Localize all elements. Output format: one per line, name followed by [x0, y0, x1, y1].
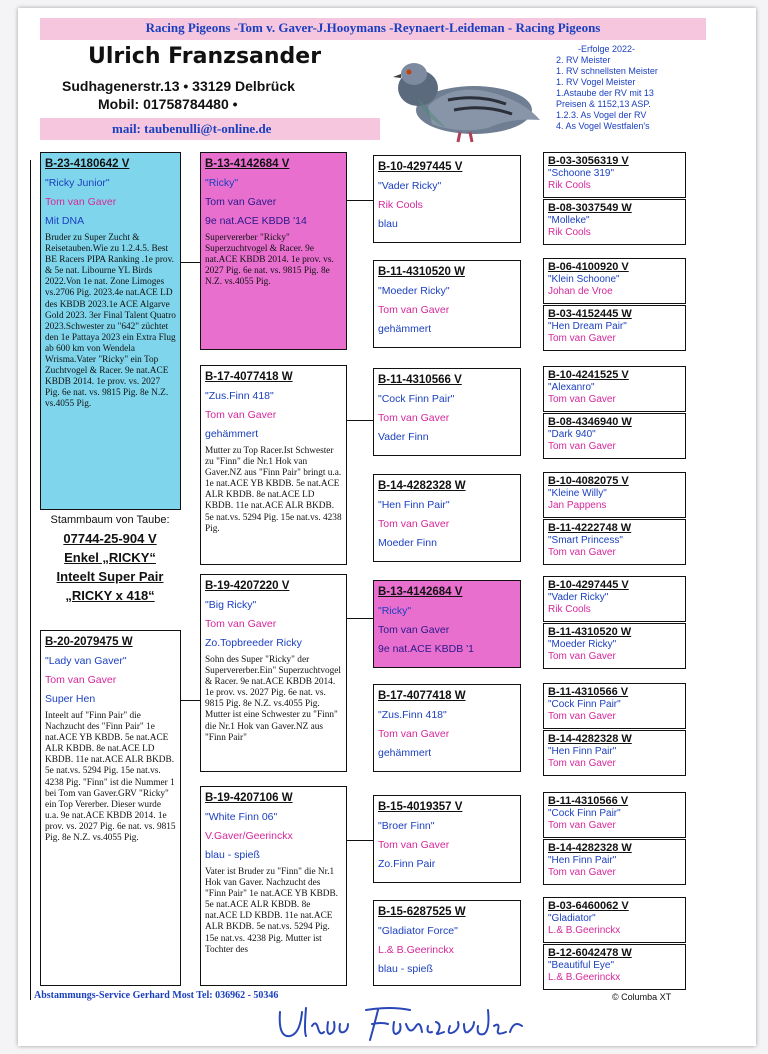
breeder: Tom van Gaver — [548, 394, 616, 405]
pigeon-color: Zo.Finn Pair — [378, 858, 436, 870]
achievement-item: 1.Astaube der RV mit 13 — [556, 88, 654, 98]
ring-number: B-13-4142684 V — [378, 586, 463, 598]
pigeon-name: "Hen Finn Pair" — [548, 746, 617, 757]
breeder: Tom van Gaver — [378, 518, 450, 530]
pigeon-name: "Ricky" — [378, 605, 412, 617]
pigeon-card-g4[interactable] — [543, 366, 686, 412]
ring-number: B-12-6042478 W — [548, 947, 632, 959]
breeder: Tom van Gaver — [378, 624, 450, 636]
pigeon-card-g4[interactable] — [543, 472, 686, 518]
pigeon-card-g4[interactable] — [543, 413, 686, 459]
achievement-item: 1.2.3. As Vogel der RV — [556, 110, 647, 120]
pigeon-color: Super Hen — [45, 693, 96, 705]
pigeon-name: "Alexanro" — [548, 382, 595, 393]
breeder: L.& B.Geerinckx — [548, 925, 621, 936]
pigeon-card-g3[interactable] — [373, 260, 521, 348]
achievements-title: -Erfolge 2022- — [578, 44, 636, 54]
subject-tag-1: Enkel „RICKY“ — [64, 550, 156, 565]
pigeon-color: blau - spieß — [378, 963, 433, 975]
pigeon-name: "Hen Finn Pair" — [548, 855, 617, 866]
pigeon-name: "Ricky Junior" — [45, 177, 110, 189]
breeder: Tom van Gaver — [205, 618, 277, 630]
pigeon-color: gehämmert — [378, 747, 432, 759]
pigeon-description: Mutter zu Top Racer.Ist Schwester zu "Finn" die Nr.1 Hok van Gaver.NZ aus "Finn Pair" bringt u.a. 1e nat.ACE YB KBDB. 5e nat.ACE ALR KBDB. 8e nat.ACE LD KBDB. 11e nat.ACE ALR BKDB. 5e nat.vs. 5294 Pig. 15e nat.vs. 4238 Pig. — [205, 446, 342, 534]
pigeon-card-g4[interactable] — [543, 152, 686, 198]
subject-pigeon-label — [40, 514, 180, 603]
owner-mobile: Mobil: 01758784480 • — [98, 96, 238, 112]
connector-line — [347, 840, 373, 841]
pigeon-name: "Schoone 319" — [548, 168, 615, 179]
ring-number: B-10-4297445 V — [548, 579, 629, 591]
pigeon-card-g4[interactable] — [543, 683, 686, 729]
pigeon-name: "Klein Schoone" — [548, 274, 620, 285]
breeder: Tom van Gaver — [548, 333, 616, 344]
pigeon-card-g4[interactable] — [543, 623, 686, 669]
pigeon-name: "Cock Finn Pair" — [378, 393, 455, 405]
breeder: V.Gaver/Geerinckx — [205, 830, 293, 842]
ring-number: B-10-4241525 V — [548, 369, 629, 381]
pigeon-name: "Gladiator" — [548, 913, 596, 924]
pigeon-color: blau — [378, 218, 398, 230]
pigeon-card-g3[interactable] — [373, 795, 521, 883]
ring-number: B-13-4142684 V — [205, 158, 290, 170]
ring-number: B-08-4346940 W — [548, 416, 632, 428]
pigeon-name: "Beautiful Eye" — [548, 960, 615, 971]
pigeon-name: "Zus.Finn 418" — [205, 390, 274, 402]
subject-tag-3: „RICKY x 418“ — [65, 588, 155, 603]
breeder: Johan de Vroe — [548, 286, 613, 297]
pigeon-card-mother[interactable] — [40, 630, 181, 986]
breeder: Tom van Gaver — [548, 758, 616, 769]
pigeon-description: Supervererber "Ricky" Superzuchtvogel & Racer. 9e nat.ACE KBDB 2014. 1e prov. vs. 2027 Pig. 6e nat. vs. 9815 Pig. 8e N.Z. vs.4055 Pig. — [205, 233, 334, 288]
header-banner: Racing Pigeons -Tom v. Gaver-J.Hooymans -Reynaert-Leideman - Racing Pigeons — [145, 20, 601, 35]
pigeon-card-g3[interactable] — [373, 900, 521, 986]
ring-number: B-03-6460062 V — [548, 900, 629, 912]
ring-number: B-15-4019357 V — [378, 801, 463, 813]
ring-number: B-11-4310566 V — [548, 795, 629, 807]
pigeon-card-g4[interactable] — [543, 897, 686, 943]
handwritten-signature — [270, 1002, 570, 1048]
breeder: Tom van Gaver — [378, 839, 450, 851]
pigeon-name: "Big Ricky" — [205, 599, 257, 611]
breeder: Rik Cools — [378, 199, 423, 211]
ring-number: B-19-4207106 W — [205, 792, 293, 804]
connector-line — [181, 700, 200, 701]
copyright: © Columba XT — [612, 992, 672, 1002]
breeder: Tom van Gaver — [548, 547, 616, 558]
breeder: Tom van Gaver — [548, 867, 616, 878]
pigeon-card-g4[interactable] — [543, 839, 686, 885]
connector-line — [347, 200, 373, 201]
ring-number: B-17-4077418 W — [205, 371, 293, 383]
pigeon-card-mf[interactable] — [200, 574, 347, 772]
ring-number: B-19-4207220 V — [205, 580, 290, 592]
pigeon-name: "Moeder Ricky" — [548, 639, 617, 650]
ring-number: B-17-4077418 W — [378, 690, 466, 702]
pigeon-color: Mit DNA — [45, 215, 85, 227]
achievement-item: Preisen & 1152,13 ASP. — [556, 99, 651, 109]
pigeon-name: "Kleine Willy" — [548, 488, 607, 499]
pigeon-color: blau - spieß — [205, 849, 260, 861]
stammbaum-label: Stammbaum von Taube: — [50, 514, 170, 526]
achievement-item: 1. RV Vogel Meister — [556, 77, 636, 87]
pigeon-color: Zo.Topbreeder Ricky — [205, 637, 302, 649]
achievement-item: 1. RV schnellsten Meister — [556, 66, 658, 76]
pigeon-name: "Vader Ricky" — [378, 180, 442, 192]
pigeon-card-g3[interactable] — [373, 474, 521, 562]
subject-tag-2: Inteelt Super Pair — [56, 569, 164, 584]
connector-line — [30, 160, 31, 580]
pigeon-name: "Vader Ricky" — [548, 592, 609, 603]
pigeon-card-g4[interactable] — [543, 258, 686, 304]
breeder: Rik Cools — [548, 227, 591, 238]
achievements-list — [556, 44, 686, 132]
pigeon-name: "Cock Finn Pair" — [548, 808, 621, 819]
breeder: Tom van Gaver — [205, 409, 277, 421]
ring-number: B-14-4282328 W — [548, 733, 632, 745]
pigeon-description: Inteelt auf "Finn Pair" die Nachzucht des "Finn Pair" 1e nat.ACE YB KBDB. 5e nat.ACE ALR KBDB. 8e nat.ACE LD KBDB. 11e nat.ACE ALR BKDB. 5e nat.vs. 5294 Pig. 15e nat.vs. 4238 Pig. "Finn" ist die Nummer 1 bei Tom van Gaver.GRV "Ricky" ein Top Vererber. Dieser wurde u.a. 9e nat.ACE KBDB 2014. 1e prov. vs. 2027 Pig. 6e nat. vs. 9815 Pig. 8e N.Z. vs.4055 Pig. — [45, 711, 176, 844]
pigeon-name: "White Finn 06" — [205, 811, 278, 823]
breeder: Tom van Gaver — [378, 304, 450, 316]
ring-number: B-03-3056319 V — [548, 155, 629, 167]
pigeon-card-g3[interactable] — [373, 155, 521, 243]
breeder: Tom van Gaver — [205, 196, 277, 208]
ring-number: B-10-4082075 V — [548, 475, 629, 487]
pigeon-color: gehämmert — [378, 323, 432, 335]
owner-email[interactable]: mail: taubenulli@t-online.de — [112, 121, 272, 136]
pigeon-name: "Dark 940" — [548, 429, 596, 440]
pigeon-name: "Smart Princess" — [548, 535, 623, 546]
pigeon-card-mm[interactable] — [200, 786, 347, 986]
pigeon-description: Vater ist Bruder zu "Finn" die Nr.1 Hok van Gaver. Nachzucht des "Finn Pair" 1e nat.ACE YB KBDB. 5e nat.ACE ALR KBDB. 8e nat.ACE LD KBDB. 11e nat.ACE ALR BKDB. 5e nat.vs. 5294 Pig. 15e nat.vs. 4238 Pig. Mutter ist Tochter des — [205, 867, 339, 955]
pigeon-color: 9e nat.ACE KBDB '1 — [378, 643, 474, 655]
pigeon-card-g3[interactable] — [373, 580, 521, 668]
breeder: Rik Cools — [548, 180, 591, 191]
achievement-item: 2. RV Meister — [556, 55, 611, 65]
pigeon-card-father[interactable] — [40, 152, 181, 510]
pigeon-card-g4[interactable] — [543, 944, 686, 990]
ring-number: B-10-4297445 V — [378, 161, 463, 173]
breeder: Tom van Gaver — [548, 711, 616, 722]
pigeon-name: "Lady van Gaver" — [45, 655, 127, 667]
ring-number: B-03-4152445 W — [548, 308, 632, 320]
ring-number: B-11-4310566 V — [548, 686, 629, 698]
pigeon-name: "Broer Finn" — [378, 820, 435, 832]
pigeon-description: Bruder zu Super Zucht & Reisetauben.Wie zu 1.2.4.5. Best BE Racers PIPA Ranking .1e prov. & 5e nat. Libourne YL Birds 2022.Von 1e nat. Zone Limoges vs.2706 Pig. 2023.4e nat.ACE LD des KBDB 2023.1e ACE Algarve Gold 2023. 3er Final Talent Quatro 2023.Schwester zu "642" züchtet den 1e Pattaya 2023 ein Extra Flug ab 600 km von Wendela Wrisma.Vater "Ricky" ein Top Zuchtvogel & Racer. 9e nat.ACE KBDB 2014. 1e prov. vs. 2027 Pig. 6e nat. vs. 9815 Pig. 8e N.Z. vs.4055 Pig. — [45, 233, 176, 410]
breeder: Tom van Gaver — [548, 651, 616, 662]
connector-line — [347, 420, 373, 421]
breeder: Tom van Gaver — [378, 412, 450, 424]
pigeon-color: Vader Finn — [378, 431, 429, 443]
pigeon-color: 9e nat.ACE KBDB '14 — [205, 215, 307, 227]
breeder: L.& B.Geerinckx — [378, 944, 454, 956]
owner-name: Ulrich Franzsander — [88, 44, 322, 69]
pigeon-name: "Molleke" — [548, 215, 590, 226]
connector-line — [181, 262, 200, 263]
owner-address: Sudhagenerstr.13 • 33129 Delbrück — [62, 78, 295, 94]
ring-number: B-11-4310520 W — [378, 266, 465, 278]
ring-number: B-14-4282328 W — [548, 842, 632, 854]
pigeon-card-ff[interactable] — [200, 152, 347, 350]
subject-ring-number: 07744-25-904 V — [63, 531, 157, 546]
breeder: Tom van Gaver — [378, 728, 450, 740]
breeder: Tom van Gaver — [45, 196, 117, 208]
ring-number: B-15-6287525 W — [378, 906, 466, 918]
ring-number: B-20-2079475 W — [45, 636, 133, 648]
pigeon-color: gehämmert — [205, 428, 259, 440]
ring-number: B-14-4282328 W — [378, 480, 466, 492]
pigeon-name: "Cock Finn Pair" — [548, 699, 621, 710]
breeder: Tom van Gaver — [548, 820, 616, 831]
ring-number: B-11-4222748 W — [548, 522, 632, 534]
pigeon-color: Moeder Finn — [378, 537, 437, 549]
pigeon-card-g4[interactable] — [543, 730, 686, 776]
breeder: L.& B.Geerinckx — [548, 972, 621, 983]
breeder: Jan Pappens — [548, 500, 607, 511]
ring-number: B-11-4310566 V — [378, 374, 462, 386]
pigeon-name: "Gladiator Force" — [378, 925, 458, 937]
breeder: Rik Cools — [548, 604, 591, 615]
ring-number: B-06-4100920 V — [548, 261, 629, 273]
pigeon-card-g3[interactable] — [373, 684, 521, 772]
pigeon-description: Sohn des Super "Ricky" der Supervererber.Ein" Superzuchtvogel & Racer. 9e nat.ACE KBDB 2014. 1e prov. vs. 2027 Pig. 6e nat. vs. 9815 Pig. 8e N.Z. vs.4055 Pig. Mutter ist eine Schwester zu "Finn" die Nr.1 Hok van Gaver.NZ aus "Finn Pair" — [205, 655, 341, 743]
ring-number: B-11-4310520 W — [548, 626, 632, 638]
pigeon-name: "Hen Dream Pair" — [548, 321, 627, 332]
connector-line — [347, 618, 373, 619]
pigeon-card-g4[interactable] — [543, 305, 686, 351]
pigeon-card-g4[interactable] — [543, 792, 686, 838]
achievement-item: 4. As Vogel Westfalen's — [556, 121, 650, 131]
pigeon-name: "Ricky" — [205, 177, 239, 189]
breeder: Tom van Gaver — [548, 441, 616, 452]
pigeon-name: "Zus.Finn 418" — [378, 709, 447, 721]
pigeon-name: "Moeder Ricky" — [378, 285, 450, 297]
pigeon-card-g4[interactable] — [543, 199, 686, 245]
pigeon-card-g3[interactable] — [373, 368, 521, 456]
pigeon-name: "Hen Finn Pair" — [378, 499, 450, 511]
breeder: Tom van Gaver — [45, 674, 117, 686]
ring-number: B-23-4180642 V — [45, 158, 130, 170]
connector-line — [30, 580, 31, 1000]
footer-service: Abstammungs-Service Gerhard Most Tel: 036962 - 50346 — [34, 990, 279, 1001]
pigeon-card-g4[interactable] — [543, 519, 686, 565]
pigeon-card-g4[interactable] — [543, 576, 686, 622]
pigeon-photo — [388, 48, 548, 144]
pigeon-card-fm[interactable] — [200, 365, 347, 565]
ring-number: B-08-3037549 W — [548, 202, 632, 214]
